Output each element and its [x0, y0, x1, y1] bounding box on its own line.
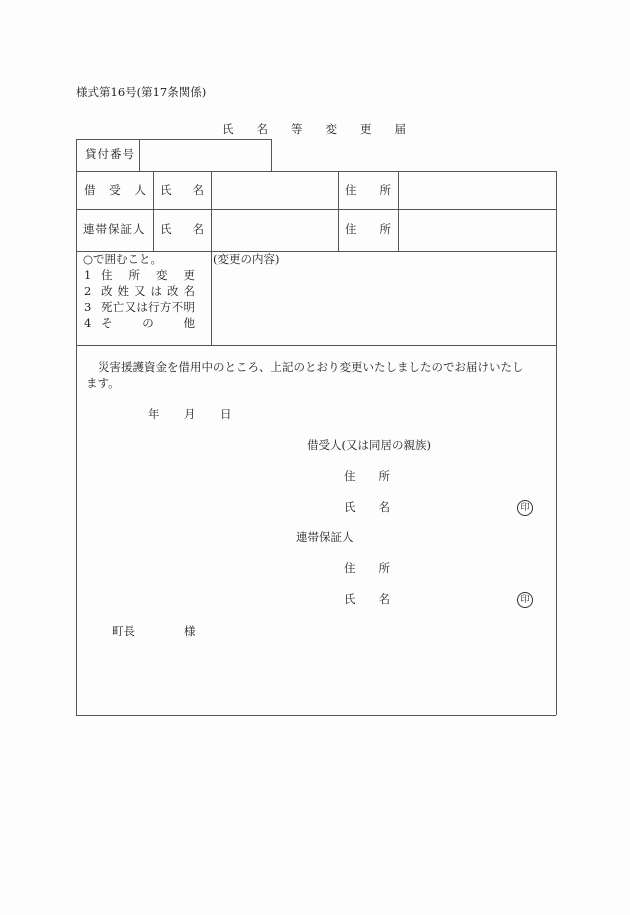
- item-char: 亡: [112, 300, 125, 314]
- label-char: 所: [378, 469, 390, 483]
- statement-line-2: ます。: [86, 376, 120, 390]
- change-item-3-num: 3: [84, 300, 92, 314]
- label-char: 住: [345, 183, 357, 197]
- item-char: 名: [183, 284, 195, 298]
- label-char: 名: [378, 592, 390, 606]
- label-char: 名: [378, 500, 390, 514]
- guarantor-name-field[interactable]: [213, 211, 336, 249]
- guarantor-seal-icon: 印: [517, 592, 533, 608]
- title-char: 名: [256, 122, 268, 136]
- label-char: 住: [344, 561, 356, 575]
- change-item-4[interactable]: [101, 318, 195, 330]
- change-instruction: ○で囲むこと。: [83, 252, 163, 266]
- label-char: 所: [379, 222, 391, 236]
- label-char: 借: [84, 183, 96, 197]
- label-char: 人: [134, 183, 146, 197]
- item-char: 他: [183, 316, 195, 330]
- guarantor-role-label: 連帯保証人: [83, 222, 146, 236]
- label-char: 所: [378, 561, 390, 575]
- date-day-label: 日: [220, 407, 232, 421]
- item-char: 変: [156, 268, 168, 282]
- item-char: 改: [167, 284, 179, 298]
- label-char: 住: [345, 222, 357, 236]
- item-char: 更: [183, 268, 195, 282]
- item-char: は: [136, 300, 148, 314]
- date-month-label: 月: [184, 407, 196, 421]
- borrower-name-field[interactable]: [213, 173, 336, 207]
- title-char: 届: [394, 122, 406, 136]
- title-char: 等: [291, 122, 303, 136]
- title-char: 更: [360, 122, 372, 136]
- date-year-label: 年: [148, 407, 160, 421]
- statement-line-1: 災害援護資金を借用中のところ、上記のとおり変更いたしましたのでお届けいたし: [98, 360, 524, 374]
- item-char: 住: [101, 268, 113, 282]
- borrower-name-label: [160, 185, 204, 197]
- item-char: 死: [101, 300, 113, 314]
- item-char: 行: [148, 300, 160, 314]
- title-char: 氏: [222, 122, 234, 136]
- change-item-3[interactable]: [101, 302, 195, 314]
- label-char: 名: [192, 183, 204, 197]
- change-item-1-num: 1: [84, 268, 92, 282]
- label-char: 所: [379, 183, 391, 197]
- label-char: 名: [192, 222, 204, 236]
- item-char: 又: [124, 300, 137, 314]
- form-title: [222, 124, 406, 136]
- item-char: そ: [101, 316, 113, 330]
- change-content-field[interactable]: [213, 268, 554, 343]
- change-content-label: (変更の内容): [213, 252, 280, 266]
- borrower-address-label: [345, 185, 391, 197]
- guarantor-block-heading: 連帯保証人: [296, 530, 354, 544]
- change-item-1[interactable]: [101, 270, 195, 282]
- item-char: 所: [128, 268, 140, 282]
- item-char: 姓: [117, 284, 129, 298]
- borrower-block-address-label: [344, 471, 390, 483]
- item-char: 又: [134, 284, 146, 298]
- guarantor-block-address-label: [344, 563, 390, 575]
- change-item-4-num: 4: [84, 316, 92, 330]
- guarantor-name-label: [160, 224, 204, 236]
- borrower-block-name-label: [344, 502, 390, 514]
- form-number: 様式第16号(第17条関係): [76, 85, 207, 99]
- borrower-address-field[interactable]: [400, 173, 554, 207]
- label-char: 受: [109, 183, 121, 197]
- item-char: 不: [171, 300, 184, 314]
- borrower-block-heading: 借受人(又は同居の親族): [307, 438, 431, 452]
- change-item-2[interactable]: [101, 286, 195, 298]
- title-char: 変: [325, 122, 337, 136]
- change-item-2-num: 2: [84, 284, 92, 298]
- label-char: 氏: [344, 500, 356, 514]
- item-char: の: [142, 316, 154, 330]
- guarantor-address-label: [345, 224, 391, 236]
- guarantor-address-field[interactable]: [400, 211, 554, 249]
- item-char: 明: [183, 300, 195, 314]
- loan-number-field[interactable]: [141, 141, 269, 169]
- label-char: 氏: [160, 183, 172, 197]
- loan-number-label: 貸付番号: [85, 147, 135, 161]
- addressee-title: 町長: [112, 624, 135, 638]
- guarantor-block-name-label: [344, 594, 390, 606]
- label-char: 住: [344, 469, 356, 483]
- borrower-role-label: [84, 185, 146, 197]
- item-char: 改: [101, 284, 113, 298]
- item-char: 方: [159, 300, 172, 314]
- addressee-honorific: 様: [184, 624, 196, 638]
- borrower-seal-icon: 印: [517, 500, 533, 516]
- label-char: 氏: [344, 592, 356, 606]
- item-char: は: [150, 284, 162, 298]
- label-char: 氏: [160, 222, 172, 236]
